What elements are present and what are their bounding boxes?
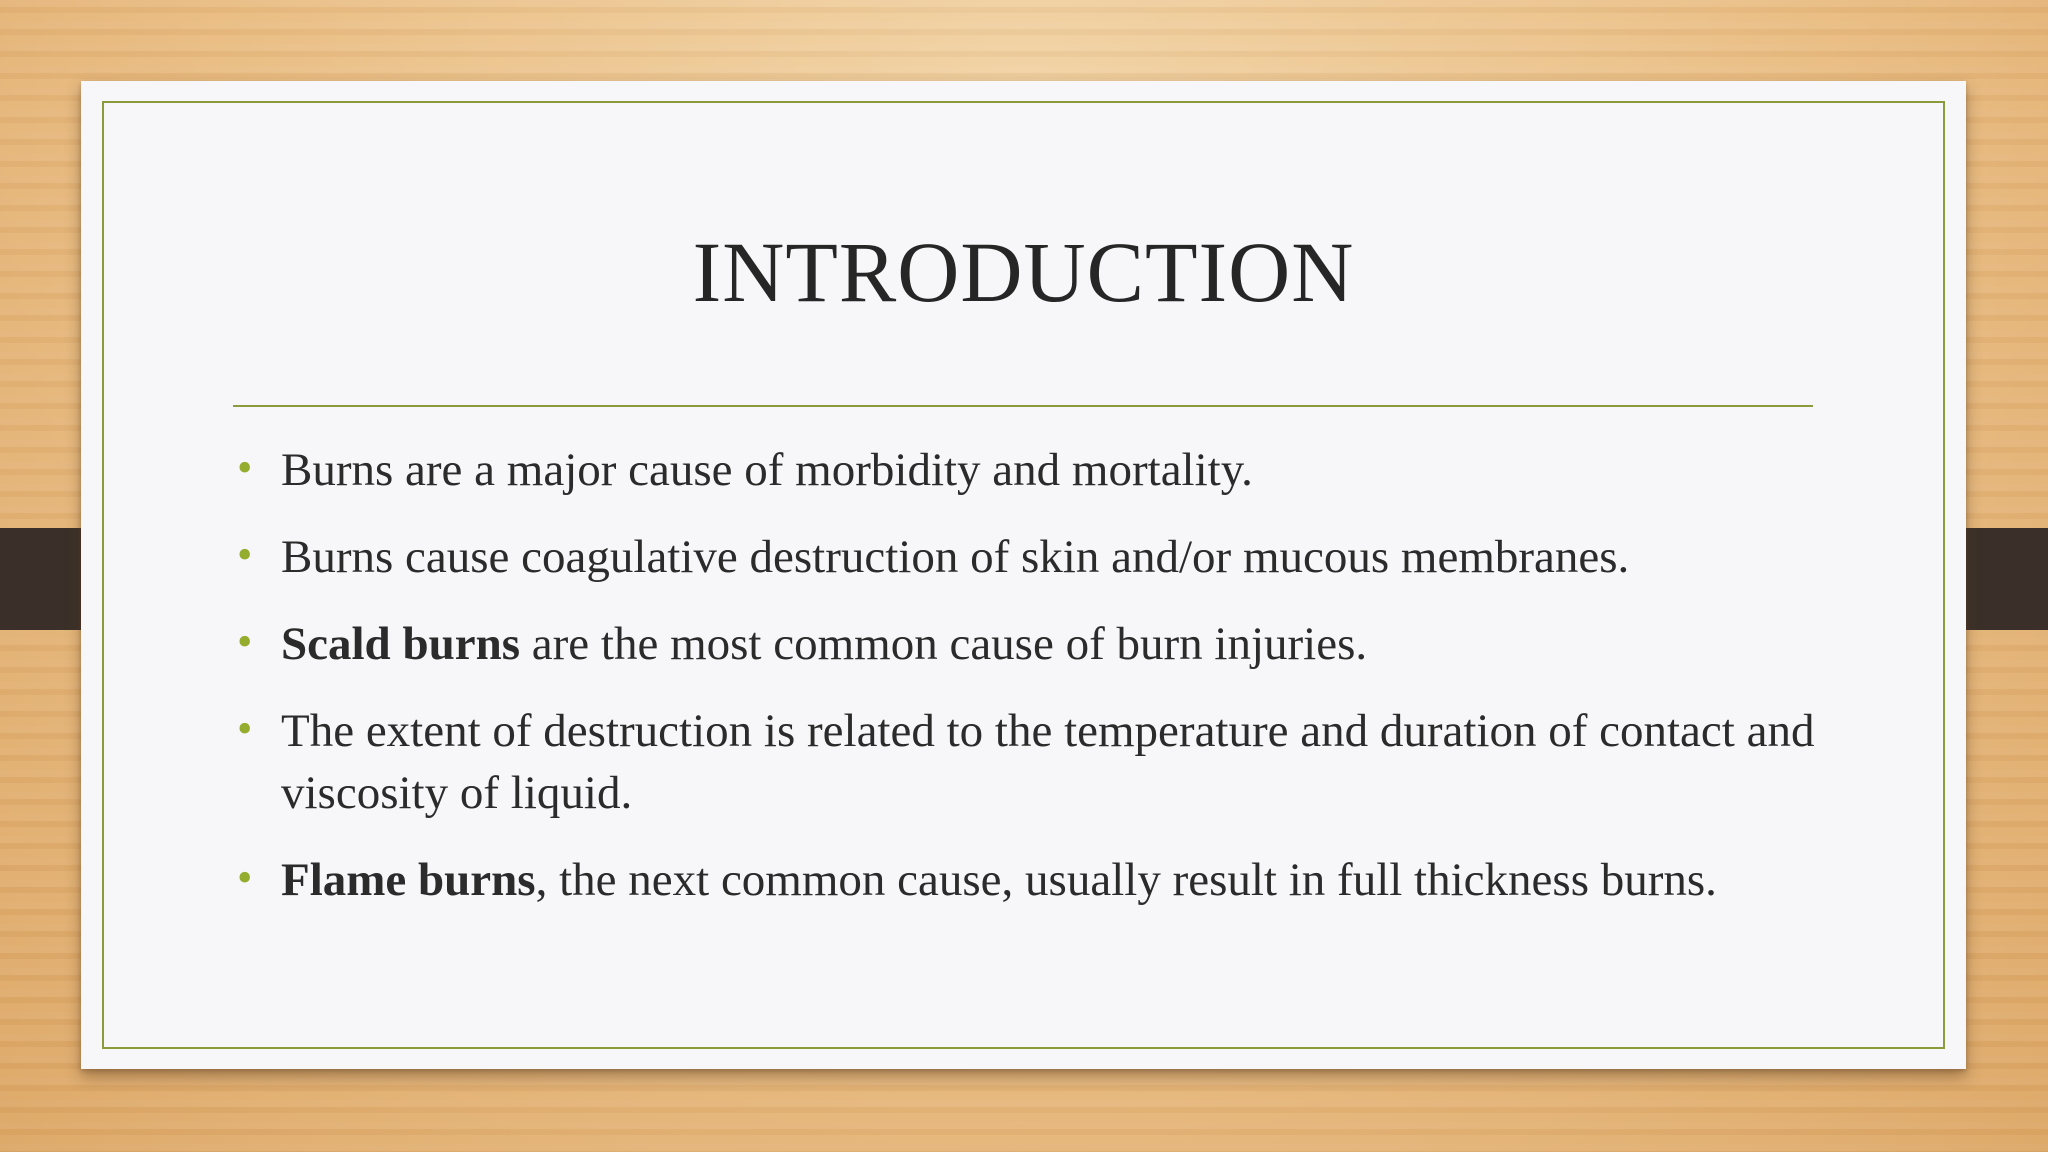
bullet-item	[233, 849, 1833, 911]
slide-title: INTRODUCTION	[692, 224, 1355, 320]
bullet-item	[233, 613, 1833, 675]
bullet-dot-icon: •	[237, 704, 253, 753]
bullet-item	[233, 439, 1833, 501]
bullet-text: The extent of destruction is related to the temperature and duration of contact and viscosity of liquid.	[281, 705, 1815, 819]
bullet-item	[233, 526, 1833, 588]
bullet-bold-lead: Flame burns	[281, 854, 536, 906]
bullet-dot-icon: •	[237, 443, 253, 492]
bullet-bold-lead: Scald burns	[281, 618, 521, 670]
bullet-text: , the next common cause, usually result in full thickness burns.	[535, 854, 1717, 906]
bullet-item	[233, 700, 1833, 824]
bullet-dot-icon: •	[237, 617, 253, 666]
bullet-text: Burns are a major cause of morbidity and mortality.	[281, 444, 1253, 496]
bullet-list	[233, 439, 1833, 936]
bullet-text: are the most common cause of burn injuries.	[520, 618, 1368, 670]
slide-card	[81, 81, 1966, 1069]
bullet-dot-icon: •	[237, 853, 253, 902]
bullet-text: Burns cause coagulative destruction of skin and/or mucous membranes.	[281, 531, 1630, 583]
title-divider	[233, 405, 1813, 407]
bullet-dot-icon: •	[237, 530, 253, 579]
